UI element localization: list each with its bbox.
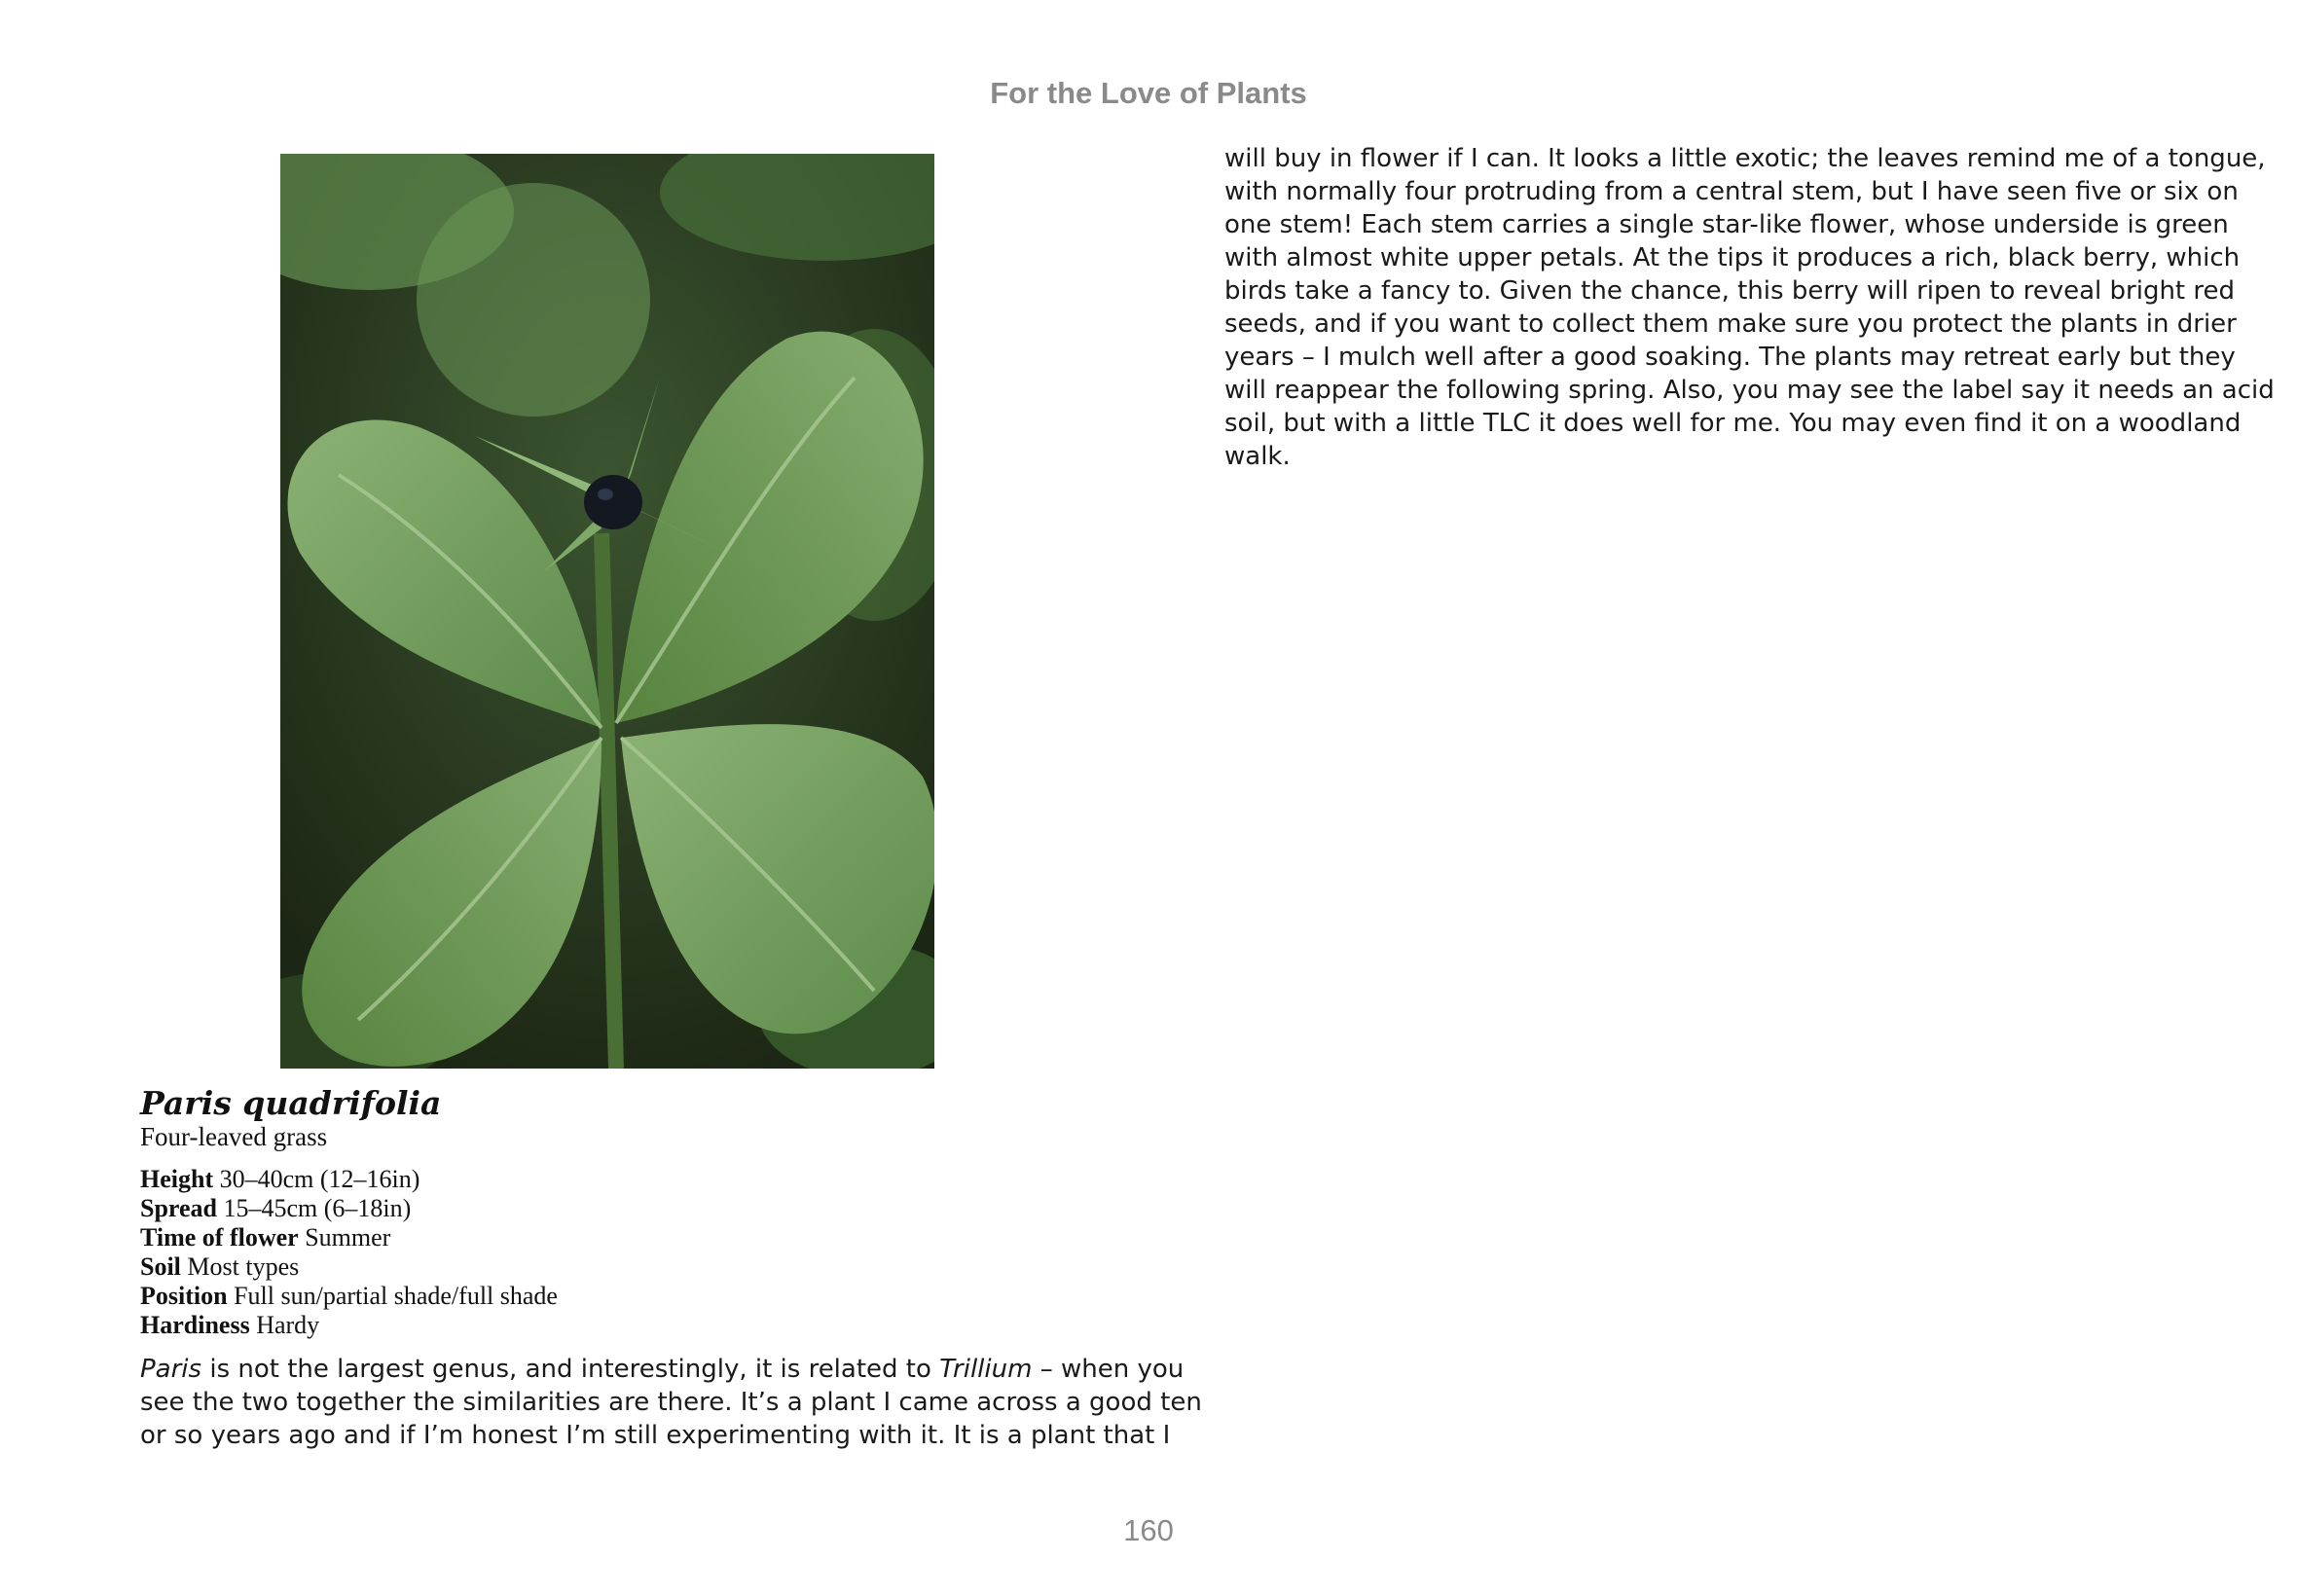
text-line: years – I mulch well after a good soaking. The plants may retreat early but they — [1224, 343, 2236, 372]
page-number: 160 — [1123, 1513, 1174, 1547]
fact-height — [140, 1165, 1094, 1194]
text-line: walk. — [1224, 442, 1291, 471]
text-line: will reappear the following spring. Also, you may see the label say it needs an acid — [1224, 376, 2275, 405]
text-line — [140, 1353, 1185, 1386]
text-run: – when you — [1032, 1355, 1185, 1384]
fact-time-of-flower — [140, 1223, 1094, 1252]
fact-hardiness — [140, 1311, 1094, 1340]
fact-value: Hardy — [256, 1311, 320, 1339]
text-line: with normally four protruding from a central stem, but I have seen five or six on — [1224, 177, 2239, 206]
fact-label: Spread — [140, 1194, 217, 1222]
fact-label: Height — [140, 1165, 214, 1193]
fact-spread — [140, 1194, 1094, 1223]
text-line: or so years ago and if I’m honest I’m still experimenting with it. It is a plant that I — [140, 1421, 1171, 1450]
plant-entry — [140, 1085, 1094, 1340]
plant-photo — [280, 154, 934, 1069]
text-line: with almost white upper petals. At the tips it produces a rich, black berry, which — [1224, 243, 2241, 272]
body-text-right — [1224, 142, 2275, 473]
text-run: is not the largest genus, and interestingly, it is related to — [201, 1355, 940, 1384]
text-line: birds take a fancy to. Given the chance, this berry will ripen to reveal bright red — [1224, 276, 2236, 306]
fact-label: Hardiness — [140, 1311, 250, 1339]
genus-italic: Trillium — [939, 1355, 1033, 1384]
text-line: seeds, and if you want to collect them make sure you protect the plants in drier — [1224, 309, 2237, 339]
running-head-title: For the Love of Plants — [990, 76, 1307, 110]
fact-soil — [140, 1252, 1094, 1282]
fact-value: 15–45cm (6–18in) — [223, 1194, 412, 1222]
text-line: one stem! Each stem carries a single star-like flower, whose underside is green — [1224, 210, 2229, 239]
genus-italic: Paris — [140, 1355, 202, 1384]
text-line: see the two together the similarities are there. It’s a plant I came across a good ten — [140, 1388, 1202, 1417]
paragraph — [140, 1353, 1202, 1452]
fact-label: Time of flower — [140, 1223, 299, 1251]
fact-value: Most types — [187, 1252, 300, 1281]
fact-position — [140, 1282, 1094, 1311]
fact-label: Soil — [140, 1252, 181, 1281]
fact-value: 30–40cm (12–16in) — [219, 1165, 420, 1193]
fact-label: Position — [140, 1282, 228, 1310]
fact-value: Full sun/partial shade/full shade — [234, 1282, 558, 1310]
paragraph — [1224, 142, 2275, 473]
fact-value: Summer — [305, 1223, 391, 1251]
text-line: will buy in flower if I can. It looks a little exotic; the leaves remind me of a tongue, — [1224, 144, 2266, 173]
paris-quadrifolia-illustration — [280, 154, 934, 1069]
plant-facts — [140, 1165, 1094, 1340]
text-line: soil, but with a little TLC it does well for me. You may even find it on a woodland — [1224, 409, 2242, 438]
plant-latin-name: Paris quadrifolia — [140, 1084, 442, 1122]
plant-common-name: Four-leaved grass — [140, 1122, 328, 1151]
body-text-left — [140, 1353, 1202, 1452]
